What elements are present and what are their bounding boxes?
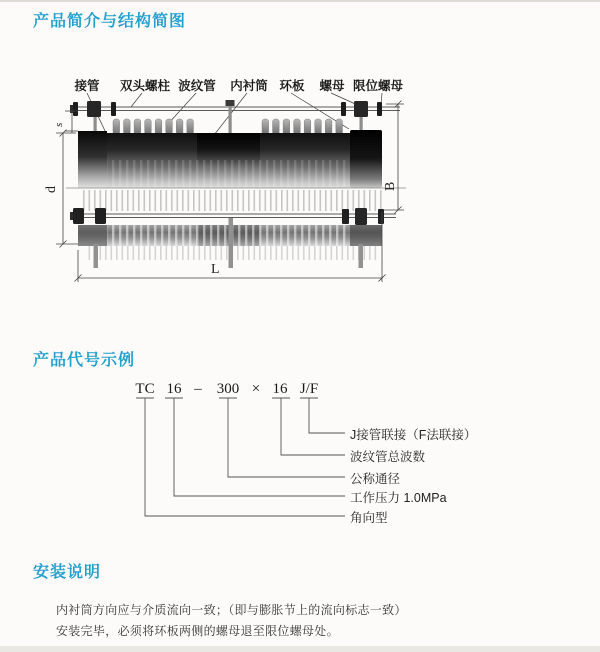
dim-label-s: s <box>53 122 65 127</box>
cap-right-bottom <box>350 225 382 246</box>
install-line-1: 内衬筒方向应与介质流向一致；（即与膨胀节上的流向标志一致） <box>56 603 407 617</box>
dim-label-B: B <box>383 181 398 191</box>
structure-diagram <box>28 60 468 320</box>
code-part-waves: 16 <box>272 381 288 397</box>
bellows-crests <box>113 119 193 135</box>
dim-B-lines <box>384 101 404 214</box>
code-part-connection: J/F <box>299 381 319 397</box>
section-title-install: 安装说明 <box>33 564 102 581</box>
reflection-streaks <box>83 190 383 211</box>
code-part-pressure: 16 <box>166 381 182 397</box>
code-connectors <box>136 398 345 516</box>
pipe-end-right <box>350 130 382 188</box>
code-explanation-pressure: 工作压力 1.0MPa <box>350 491 447 505</box>
page-top-edge <box>0 0 600 2</box>
dim-label-d: d <box>44 186 59 193</box>
part-label-nut: 螺母 <box>319 79 345 93</box>
part-label-ring-plate: 环板 <box>279 79 305 93</box>
part-label-limit-nut: 限位螺母 <box>352 79 404 93</box>
part-label-liner: 内衬筒 <box>230 79 268 93</box>
part-label-stud: 双头螺柱 <box>119 79 171 93</box>
install-line-2: 安装完毕，必须将环板两侧的螺母退至限位螺母处。 <box>56 624 339 638</box>
dim-label-L: L <box>211 262 220 277</box>
code-explanation-diameter: 公称通径 <box>350 472 401 486</box>
part-label-pipe: 接管 <box>74 79 100 93</box>
part-label-bellows: 波纹管 <box>178 79 216 93</box>
code-explanation-type: 角向型 <box>350 511 388 525</box>
convolution-sheen <box>107 160 350 188</box>
code-part-dash: – <box>194 381 202 397</box>
dim-d-lines <box>56 130 78 248</box>
code-explanation-connection: J接管联接（F法联接） <box>350 428 477 442</box>
section-title-code: 产品代号示例 <box>33 352 136 369</box>
code-part-times: × <box>251 381 261 397</box>
cap-left-bottom <box>78 225 107 246</box>
code-part-diameter: 300 <box>216 381 240 397</box>
studs-top <box>94 100 363 136</box>
section-title-intro: 产品简介与结构简图 <box>33 13 187 30</box>
code-part-type: TC <box>135 381 155 397</box>
page-bottom-edge <box>0 646 600 652</box>
pipe-end-left <box>78 131 107 188</box>
bellows-crests <box>262 119 342 135</box>
code-explanation-waves: 波纹管总波数 <box>350 450 426 464</box>
code-connector-diagram <box>0 378 600 528</box>
